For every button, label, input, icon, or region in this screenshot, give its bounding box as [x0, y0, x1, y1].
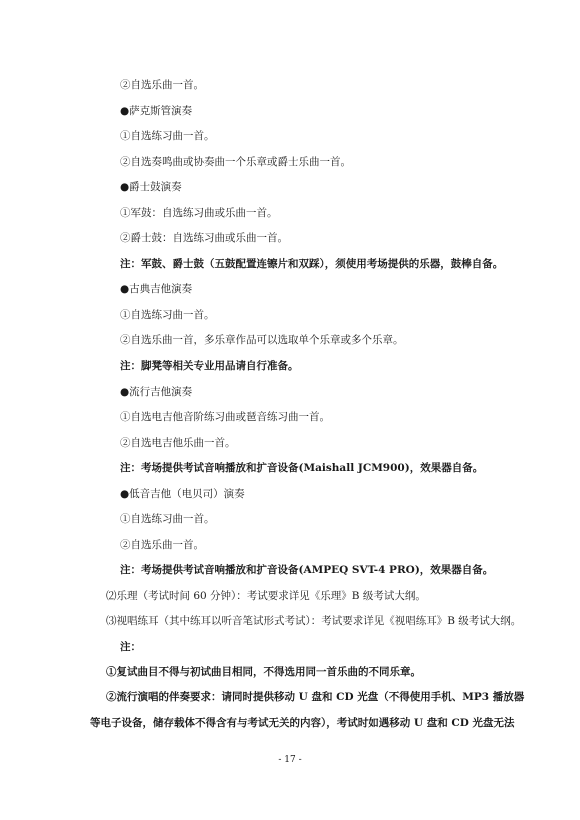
text-line: ①复试曲目不得与初试曲目相同，不得选用同一首乐曲的不同乐章。	[106, 666, 421, 678]
text-line: 注：考场提供考试音响播放和扩音设备(AMPEQ SVT-4 PRO)，效果器自备。	[120, 564, 494, 576]
text-line: ①自选练习曲一首。	[120, 130, 215, 142]
text-line: ●古典吉他演奏	[120, 283, 193, 295]
text-line: ②自选电吉他乐曲一首。	[120, 437, 236, 449]
text-line: 注：军鼓、爵士鼓（五鼓配置连镲片和双踩），须使用考场提供的乐器，鼓棒自备。	[120, 258, 504, 270]
text-line: 注：	[120, 641, 141, 653]
text-line: ⑶视唱练耳（其中练耳以听音笔试形式考试）：考试要求详见《视唱练耳》B 级考试大纲。	[106, 615, 522, 627]
text-line: ①自选练习曲一首。	[120, 309, 215, 321]
text-line: ②自选奏鸣曲或协奏曲一个乐章或爵士乐曲一首。	[120, 156, 351, 168]
text-line: ①自选电吉他音阶练习曲或琶音练习曲一首。	[120, 411, 330, 423]
text-line: 注：脚凳等相关专业用品请自行准备。	[120, 360, 299, 372]
text-line: ②自选乐曲一首。	[120, 79, 204, 91]
text-line: ●爵士鼓演奏	[120, 181, 182, 193]
text-line: ②爵士鼓：自选练习曲或乐曲一首。	[120, 232, 288, 244]
text-line: ①自选练习曲一首。	[120, 513, 215, 525]
text-line: ⑵乐理（考试时间 60 分钟）：考试要求详见《乐理》B 级考试大纲。	[106, 590, 426, 602]
text-line: ①军鼓：自选练习曲或乐曲一首。	[120, 207, 278, 219]
text-line: 等电子设备，储存载体不得含有与考试无关的内容），考试时如遇移动 U 盘和 CD 光盘无法	[90, 717, 515, 729]
text-line: ②自选乐曲一首，多乐章作品可以选取单个乐章或多个乐章。	[120, 334, 404, 346]
text-line: ●萨克斯管演奏	[120, 105, 193, 117]
text-line: ②流行演唱的伴奏要求：请同时提供移动 U 盘和 CD 光盘（不得使用手机、MP3 播放器	[106, 691, 525, 703]
text-line: ②自选乐曲一首。	[120, 539, 204, 551]
text-line: 注：考场提供考试音响播放和扩音设备(Maishall JCM900)，效果器自备。	[120, 462, 484, 474]
page-number: - 17 -	[278, 755, 302, 765]
text-line: ●低音吉他（电贝司）演奏	[120, 488, 245, 500]
text-line: ●流行吉他演奏	[120, 386, 193, 398]
